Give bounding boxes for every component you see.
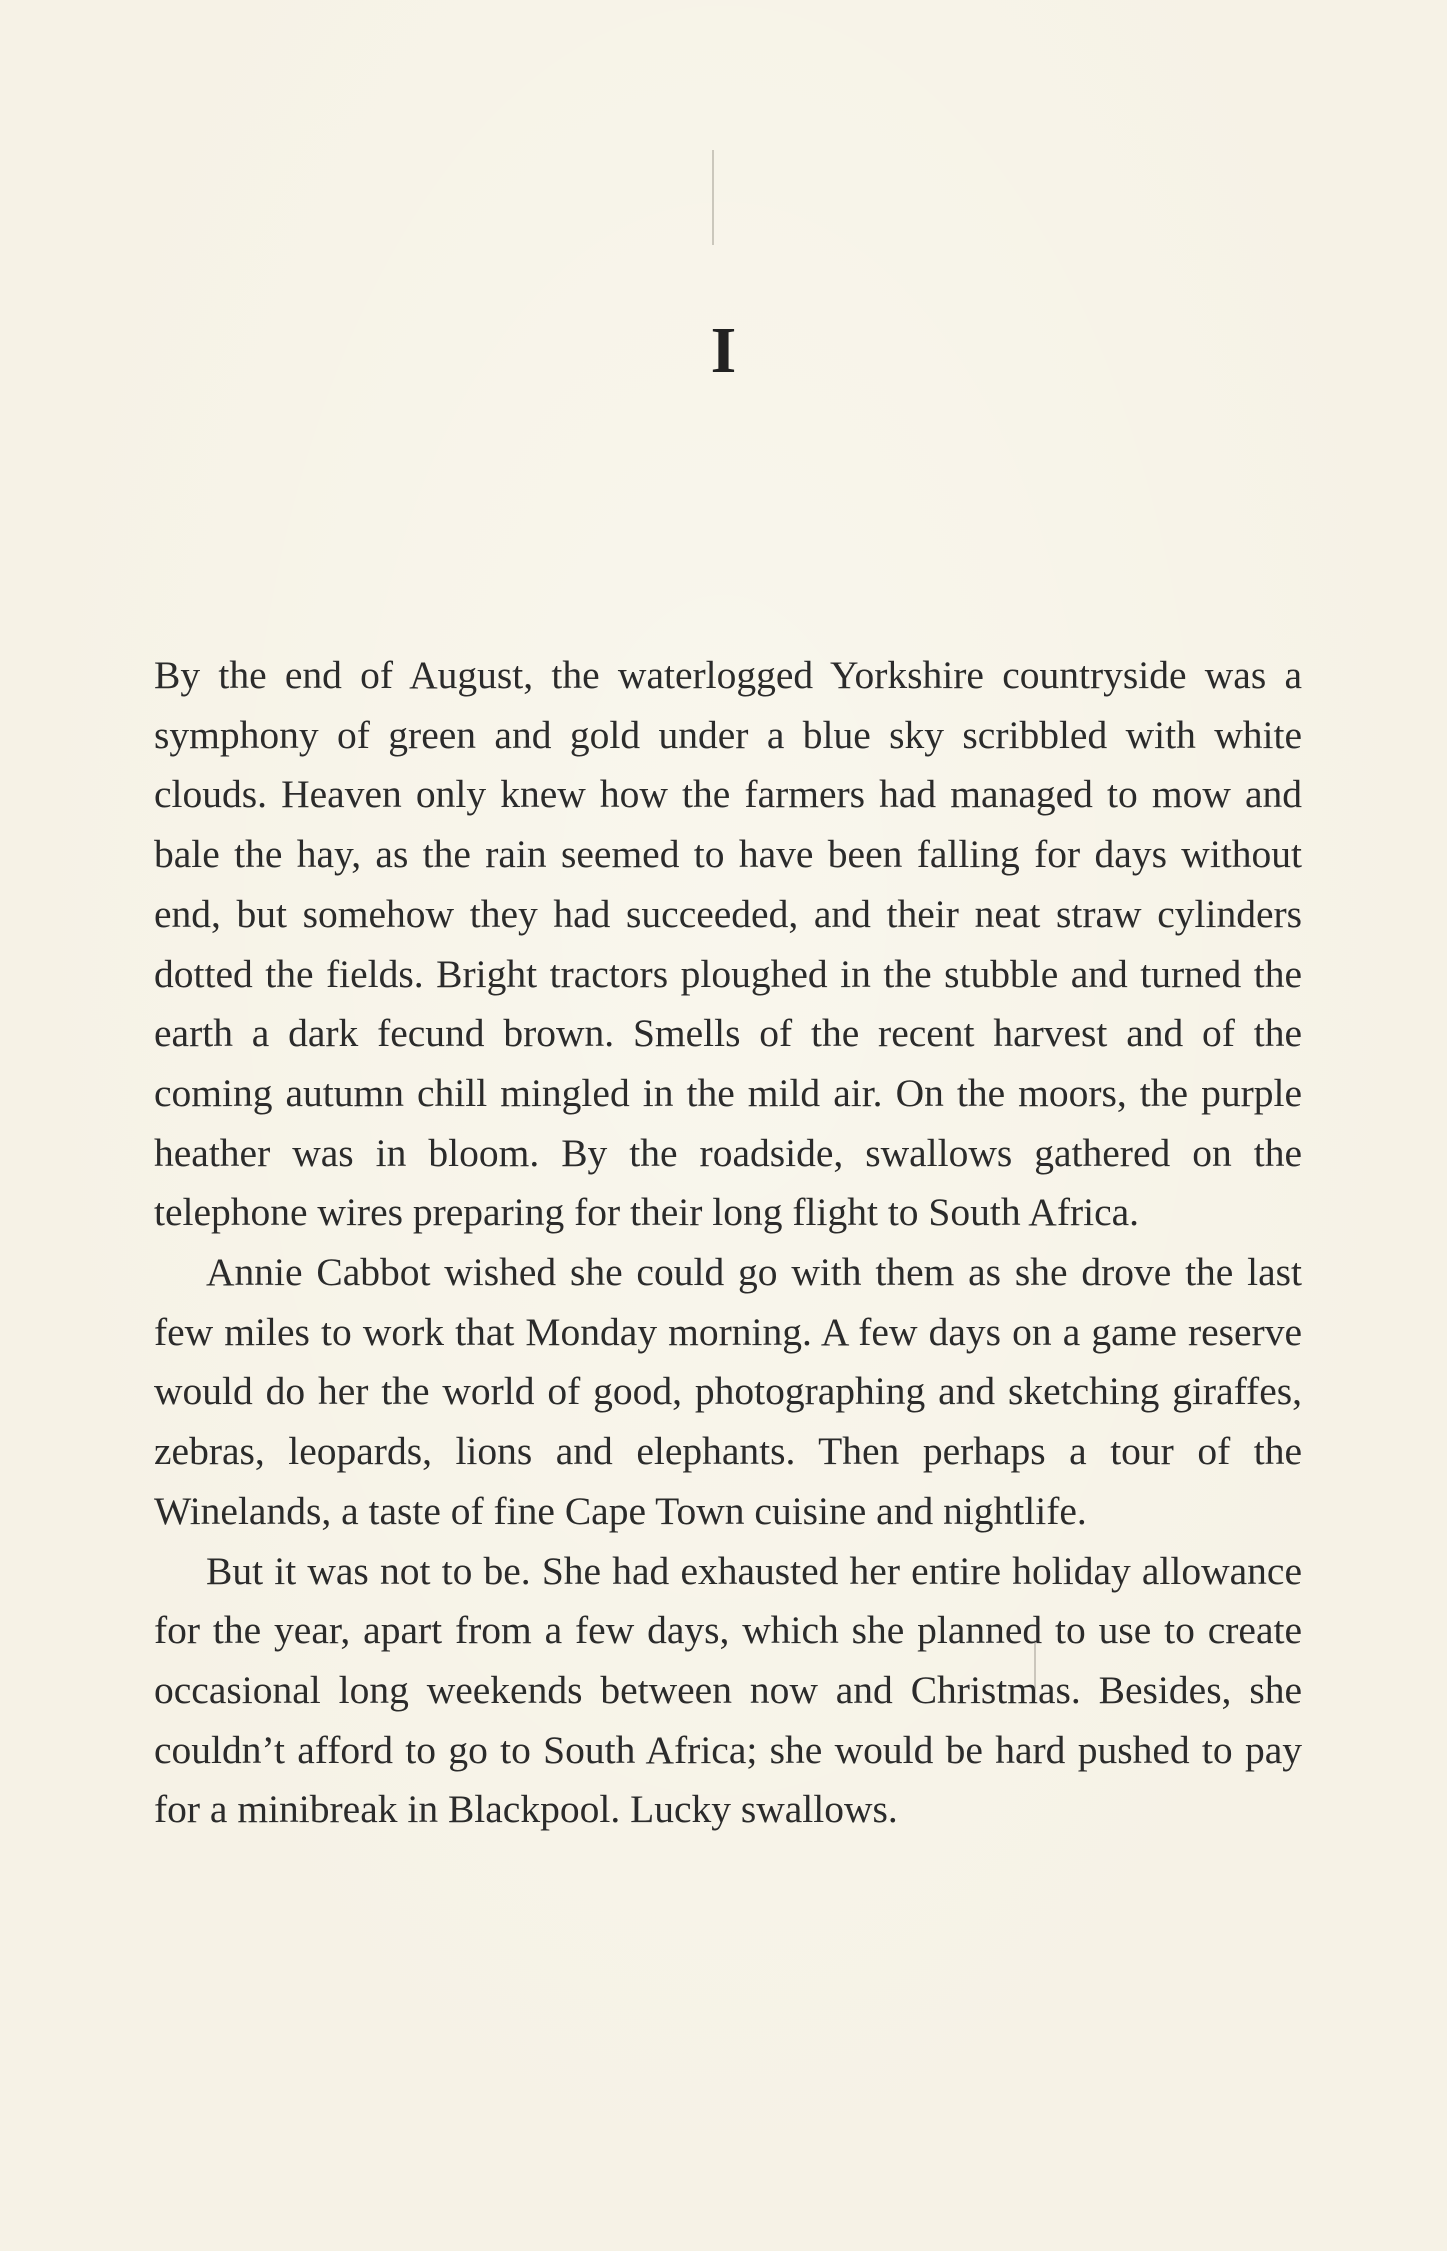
chapter-number: I [710,314,737,387]
page-mark [712,150,714,245]
chapter-body [154,646,1302,1840]
paragraph: By the end of August, the waterlogged Yorkshire countryside was a symphony of green and gold under a blue sky scribbled with white clouds. Heaven only knew how the farmers had managed to mow and bale the hay, as the rain seemed to have been falling for days without end, but somehow they had succeeded, and their neat straw cylinders dotted the fields. Bright tractors ploughed in the stubble and turned the earth a dark fecund brown. Smells of the recent harvest and of the coming autumn chill mingled in the mild air. On the moors, the purple heather was in bloom. By the roadside, swallows gathered on the telephone wires preparing for their long flight to South Africa. [154,653,1302,1235]
paragraph: Annie Cabbot wished she could go with them as she drove the last few miles to work that Monday morning. A few days on a game reserve would do her the world of good, photographing and sketching giraffes, zebras, leopards, lions and elephants. Then perhaps a tour of the Winelands, a taste of fine Cape Town cuisine and nightlife. [154,1250,1302,1533]
paragraph: But it was not to be. She had exhausted her entire holiday allowance for the year, apart from a few days, which she planned to use to create occasional long weekends between now and Christmas. Besides, she couldn’t afford to go to South Africa; she would be hard pushed to pay for a minibreak in Blackpool. Lucky swallows. [154,1548,1302,1832]
